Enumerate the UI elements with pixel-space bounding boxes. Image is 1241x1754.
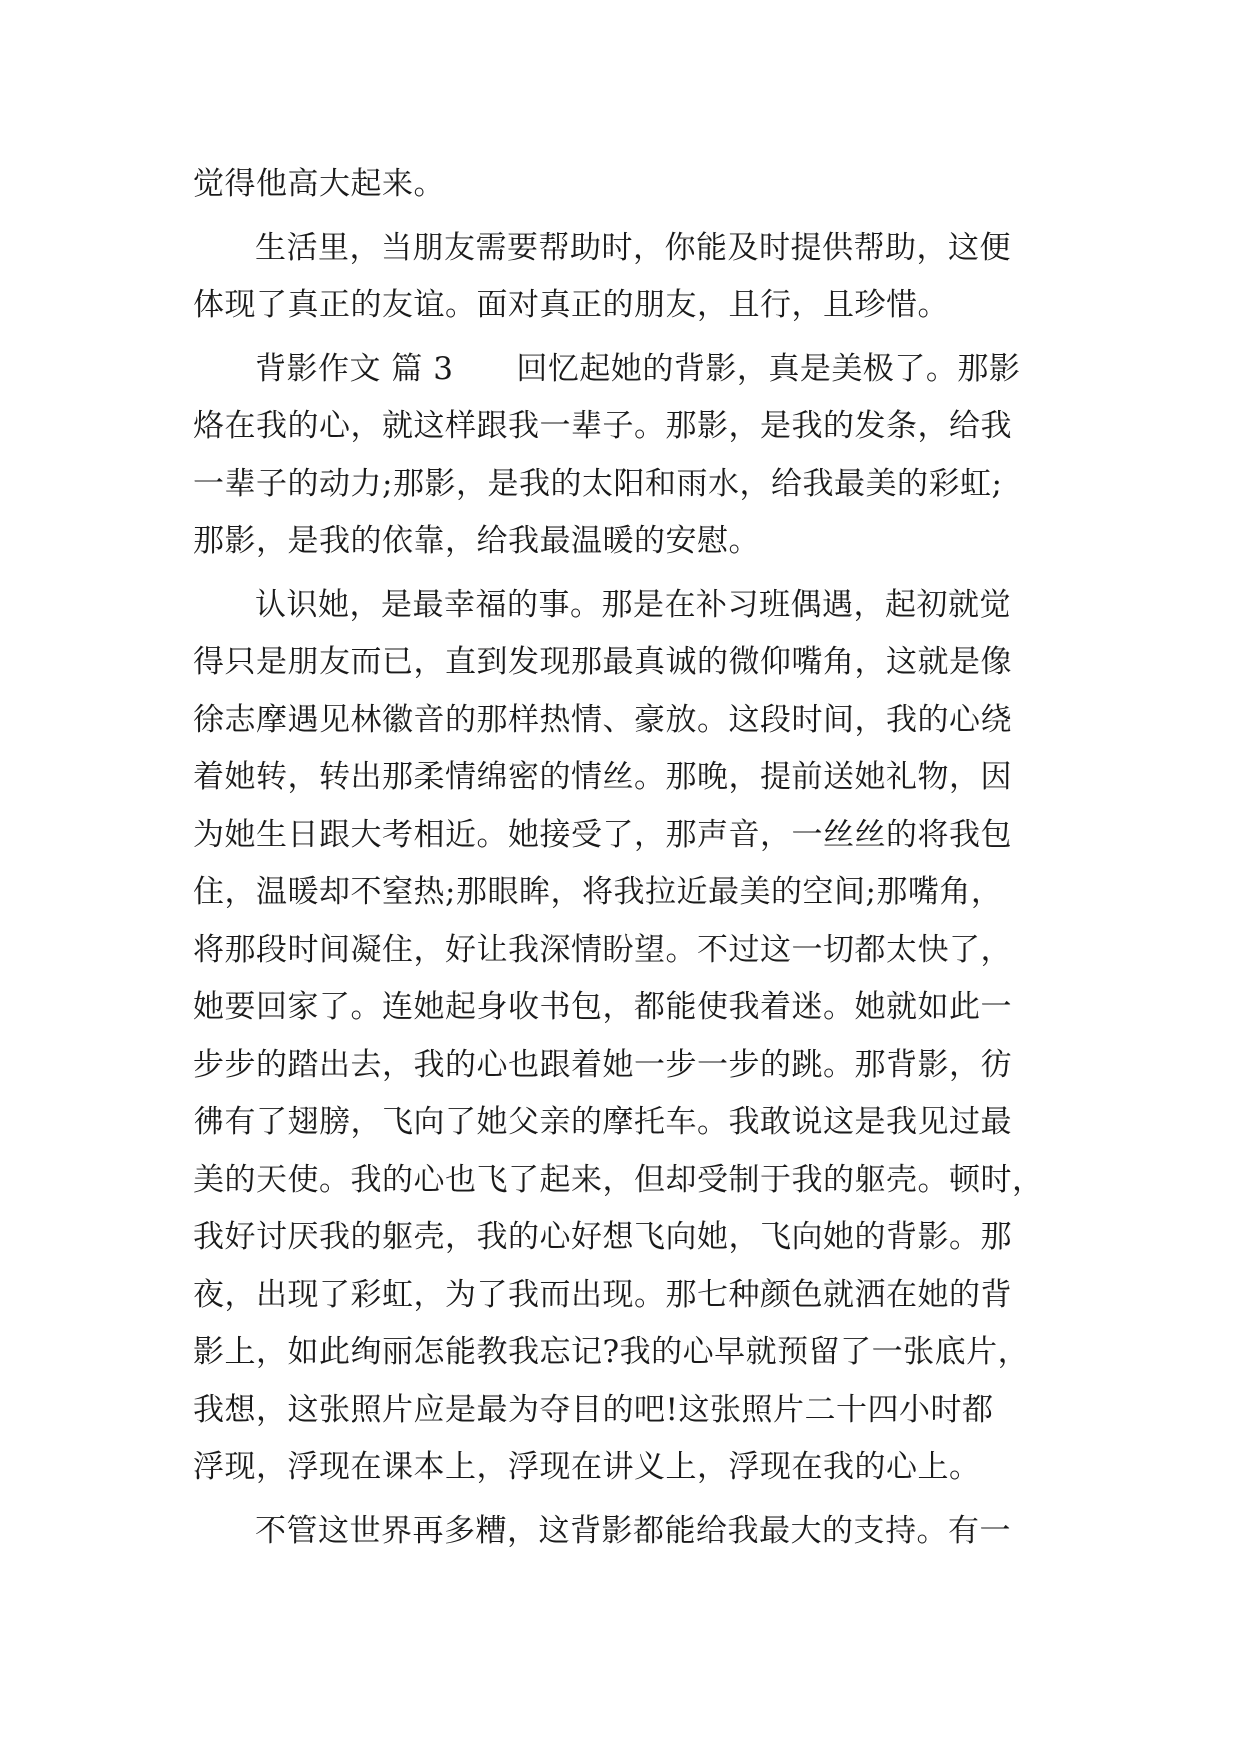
- text-line: 浮现，浮现在课本上，浮现在讲义上，浮现在我的心上。: [193, 1449, 981, 1485]
- text-line: 着她转，转出那柔情绵密的情丝。那晚，提前送她礼物，因: [193, 759, 1012, 795]
- text-line: 我好讨厌我的躯壳，我的心好想飞向她，飞向她的背影。那: [193, 1219, 1012, 1255]
- text-line: 徐志摩遇见林徽音的那样热情、豪放。这段时间，我的心绕: [193, 701, 1012, 738]
- section-heading-line: 背影作文 篇 3 回忆起她的背影，真是美极了。那影: [255, 350, 1021, 387]
- text-line: 烙在我的心，就这样跟我一辈子。那影，是我的发条，给我: [193, 408, 1012, 444]
- text-line: 影上，如此绚丽怎能教我忘记?我的心早就预留了一张底片，: [193, 1334, 1030, 1370]
- text-line: 为她生日跟大考相近。她接受了，那声音，一丝丝的将我包: [193, 816, 1012, 853]
- text-line: 得只是朋友而已，直到发现那最真诚的微仰嘴角，这就是像: [193, 644, 1012, 680]
- text-line: 住，温暖却不窒热;那眼眸，将我拉近最美的空间;那嘴角，: [193, 874, 1003, 910]
- text-line: 步步的踏出去，我的心也跟着她一步一步的跳。那背影，彷: [193, 1046, 1012, 1083]
- text-line: 我想，这张照片应是最为夺目的吧!这张照片二十四小时都: [193, 1391, 994, 1428]
- text-line: 认识她，是最幸福的事。那是在补习班偶遇，起初就觉: [255, 586, 1011, 623]
- text-line: 觉得他高大起来。: [193, 166, 445, 202]
- document-body: [193, 156, 1061, 1560]
- text-line: 将那段时间凝住，好让我深情盼望。不过这一切都太快了，: [193, 931, 1012, 968]
- text-line: 夜，出现了彩虹，为了我而出现。那七种颜色就洒在她的背: [193, 1276, 1012, 1313]
- text-line: 那影，是我的依靠，给我最温暖的安慰。: [193, 523, 760, 559]
- text-line: 彿有了翅膀，飞向了她父亲的摩托车。我敢说这是我见过最: [193, 1104, 1012, 1140]
- text-line: 体现了真正的友谊。面对真正的朋友，且行，且珍惜。: [193, 287, 949, 323]
- text-line: 不管这世界再多糟，这背影都能给我最大的支持。有一: [255, 1512, 1011, 1549]
- text-line: 她要回家了。连她起身收书包，都能使我着迷。她就如此一: [193, 989, 1012, 1025]
- text-line: 美的天使。我的心也飞了起来，但却受制于我的躯壳。顿时，: [193, 1161, 1044, 1198]
- text-line: 一辈子的动力;那影，是我的太阳和雨水，给我最美的彩虹;: [193, 465, 1003, 502]
- text-line: 生活里，当朋友需要帮助时，你能及时提供帮助，这便: [255, 229, 1011, 266]
